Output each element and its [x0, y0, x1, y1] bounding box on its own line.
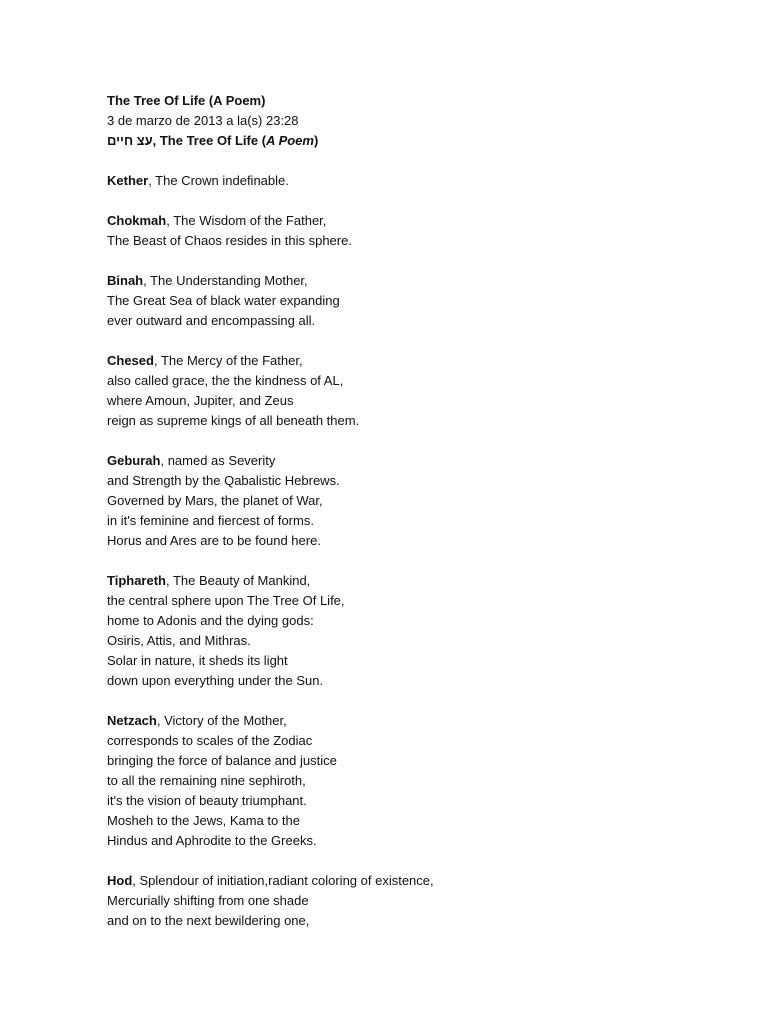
stanza-line: Mosheh to the Jews, Kama to the [107, 813, 300, 828]
stanza-kether [107, 171, 747, 191]
line-text: , named as Severity [160, 453, 276, 468]
stanza-line: in it's feminine and fiercest of forms. [107, 513, 314, 528]
stanza-tiphareth [107, 571, 747, 691]
stanza-netzach [107, 711, 747, 851]
stanza-line [107, 711, 747, 731]
stanza-line: corresponds to scales of the Zodiac [107, 733, 313, 748]
stanza-line: where Amoun, Jupiter, and Zeus [107, 393, 294, 408]
subtitle-title: The Tree Of Life ( [159, 133, 267, 148]
stanza-line: Governed by Mars, the planet of War, [107, 493, 323, 508]
stanza-line: Mercurially shifting from one shade [107, 893, 309, 908]
stanza-line [107, 351, 747, 371]
stanza-line: Solar in nature, it sheds its light [107, 653, 288, 668]
stanza-gap [107, 851, 747, 871]
stanza-geburah [107, 451, 747, 551]
stanza-gap [107, 251, 747, 271]
stanza-line: bringing the force of balance and justice [107, 753, 337, 768]
stanza-line: Horus and Ares are to be found here. [107, 533, 321, 548]
sephirah-name: Netzach [107, 713, 157, 728]
line-text: , The Understanding Mother, [143, 273, 308, 288]
hebrew-title: עצ חיים [107, 133, 153, 148]
sephirah-name: Hod [107, 873, 133, 888]
sephirah-name: Chokmah [107, 213, 167, 228]
date-line: 3 de marzo de 2013 a la(s) 23:28 [107, 113, 299, 128]
stanza-gap [107, 431, 747, 451]
line-text: , The Beauty of Mankind, [166, 573, 311, 588]
stanza-line [107, 211, 747, 231]
document-page [107, 91, 747, 931]
line-text: , The Crown indefinable. [148, 173, 289, 188]
stanza-line [107, 171, 747, 191]
stanza-hod [107, 871, 747, 931]
stanza-chesed [107, 351, 747, 431]
subtitle-separator: , [152, 133, 160, 148]
stanza-line: home to Adonis and the dying gods: [107, 613, 314, 628]
stanza-line: reign as supreme kings of all beneath them. [107, 413, 360, 428]
poem-title: The Tree Of Life (A Poem) [107, 93, 266, 108]
subtitle-close: ) [313, 133, 319, 148]
stanza-line: ever outward and encompassing all. [107, 313, 316, 328]
stanza-line: and on to the next bewildering one, [107, 913, 310, 928]
sephirah-name: Geburah [107, 453, 161, 468]
stanza-chokmah [107, 211, 747, 251]
sephirah-name: Chesed [107, 353, 154, 368]
stanza-gap [107, 551, 747, 571]
stanza-binah [107, 271, 747, 331]
line-text: , The Wisdom of the Father, [166, 213, 327, 228]
sephirah-name: Binah [107, 273, 144, 288]
stanza-gap [107, 331, 747, 351]
stanza-line: The Beast of Chaos resides in this sphere. [107, 233, 352, 248]
stanza-gap [107, 691, 747, 711]
stanza-line [107, 271, 747, 291]
stanza-line [107, 571, 747, 591]
stanza-gap [107, 151, 747, 171]
stanza-line: The Great Sea of black water expanding [107, 293, 340, 308]
sephirah-name: Kether [107, 173, 149, 188]
line-text: , The Mercy of the Father, [153, 353, 303, 368]
line-text: , Victory of the Mother, [156, 713, 287, 728]
stanza-line: it's the vision of beauty triumphant. [107, 793, 307, 808]
stanza-line: the central sphere upon The Tree Of Life, [107, 593, 345, 608]
poem-subtitle [107, 131, 747, 151]
subtitle-italic: A Poem [266, 133, 314, 148]
document-header [107, 91, 747, 151]
sephirah-name: Tiphareth [107, 573, 166, 588]
stanza-line: down upon everything under the Sun. [107, 673, 324, 688]
stanza-gap [107, 191, 747, 211]
stanza-line: also called grace, the the kindness of AL, [107, 373, 344, 388]
stanza-line: to all the remaining nine sephiroth, [107, 773, 306, 788]
stanza-line: Osiris, Attis, and Mithras. [107, 633, 251, 648]
stanza-line: Hindus and Aphrodite to the Greeks. [107, 833, 317, 848]
line-text: , Splendour of initiation,radiant coloring of existence, [132, 873, 434, 888]
stanza-line: and Strength by the Qabalistic Hebrews. [107, 473, 340, 488]
stanza-line [107, 451, 747, 471]
stanza-line [107, 871, 747, 891]
